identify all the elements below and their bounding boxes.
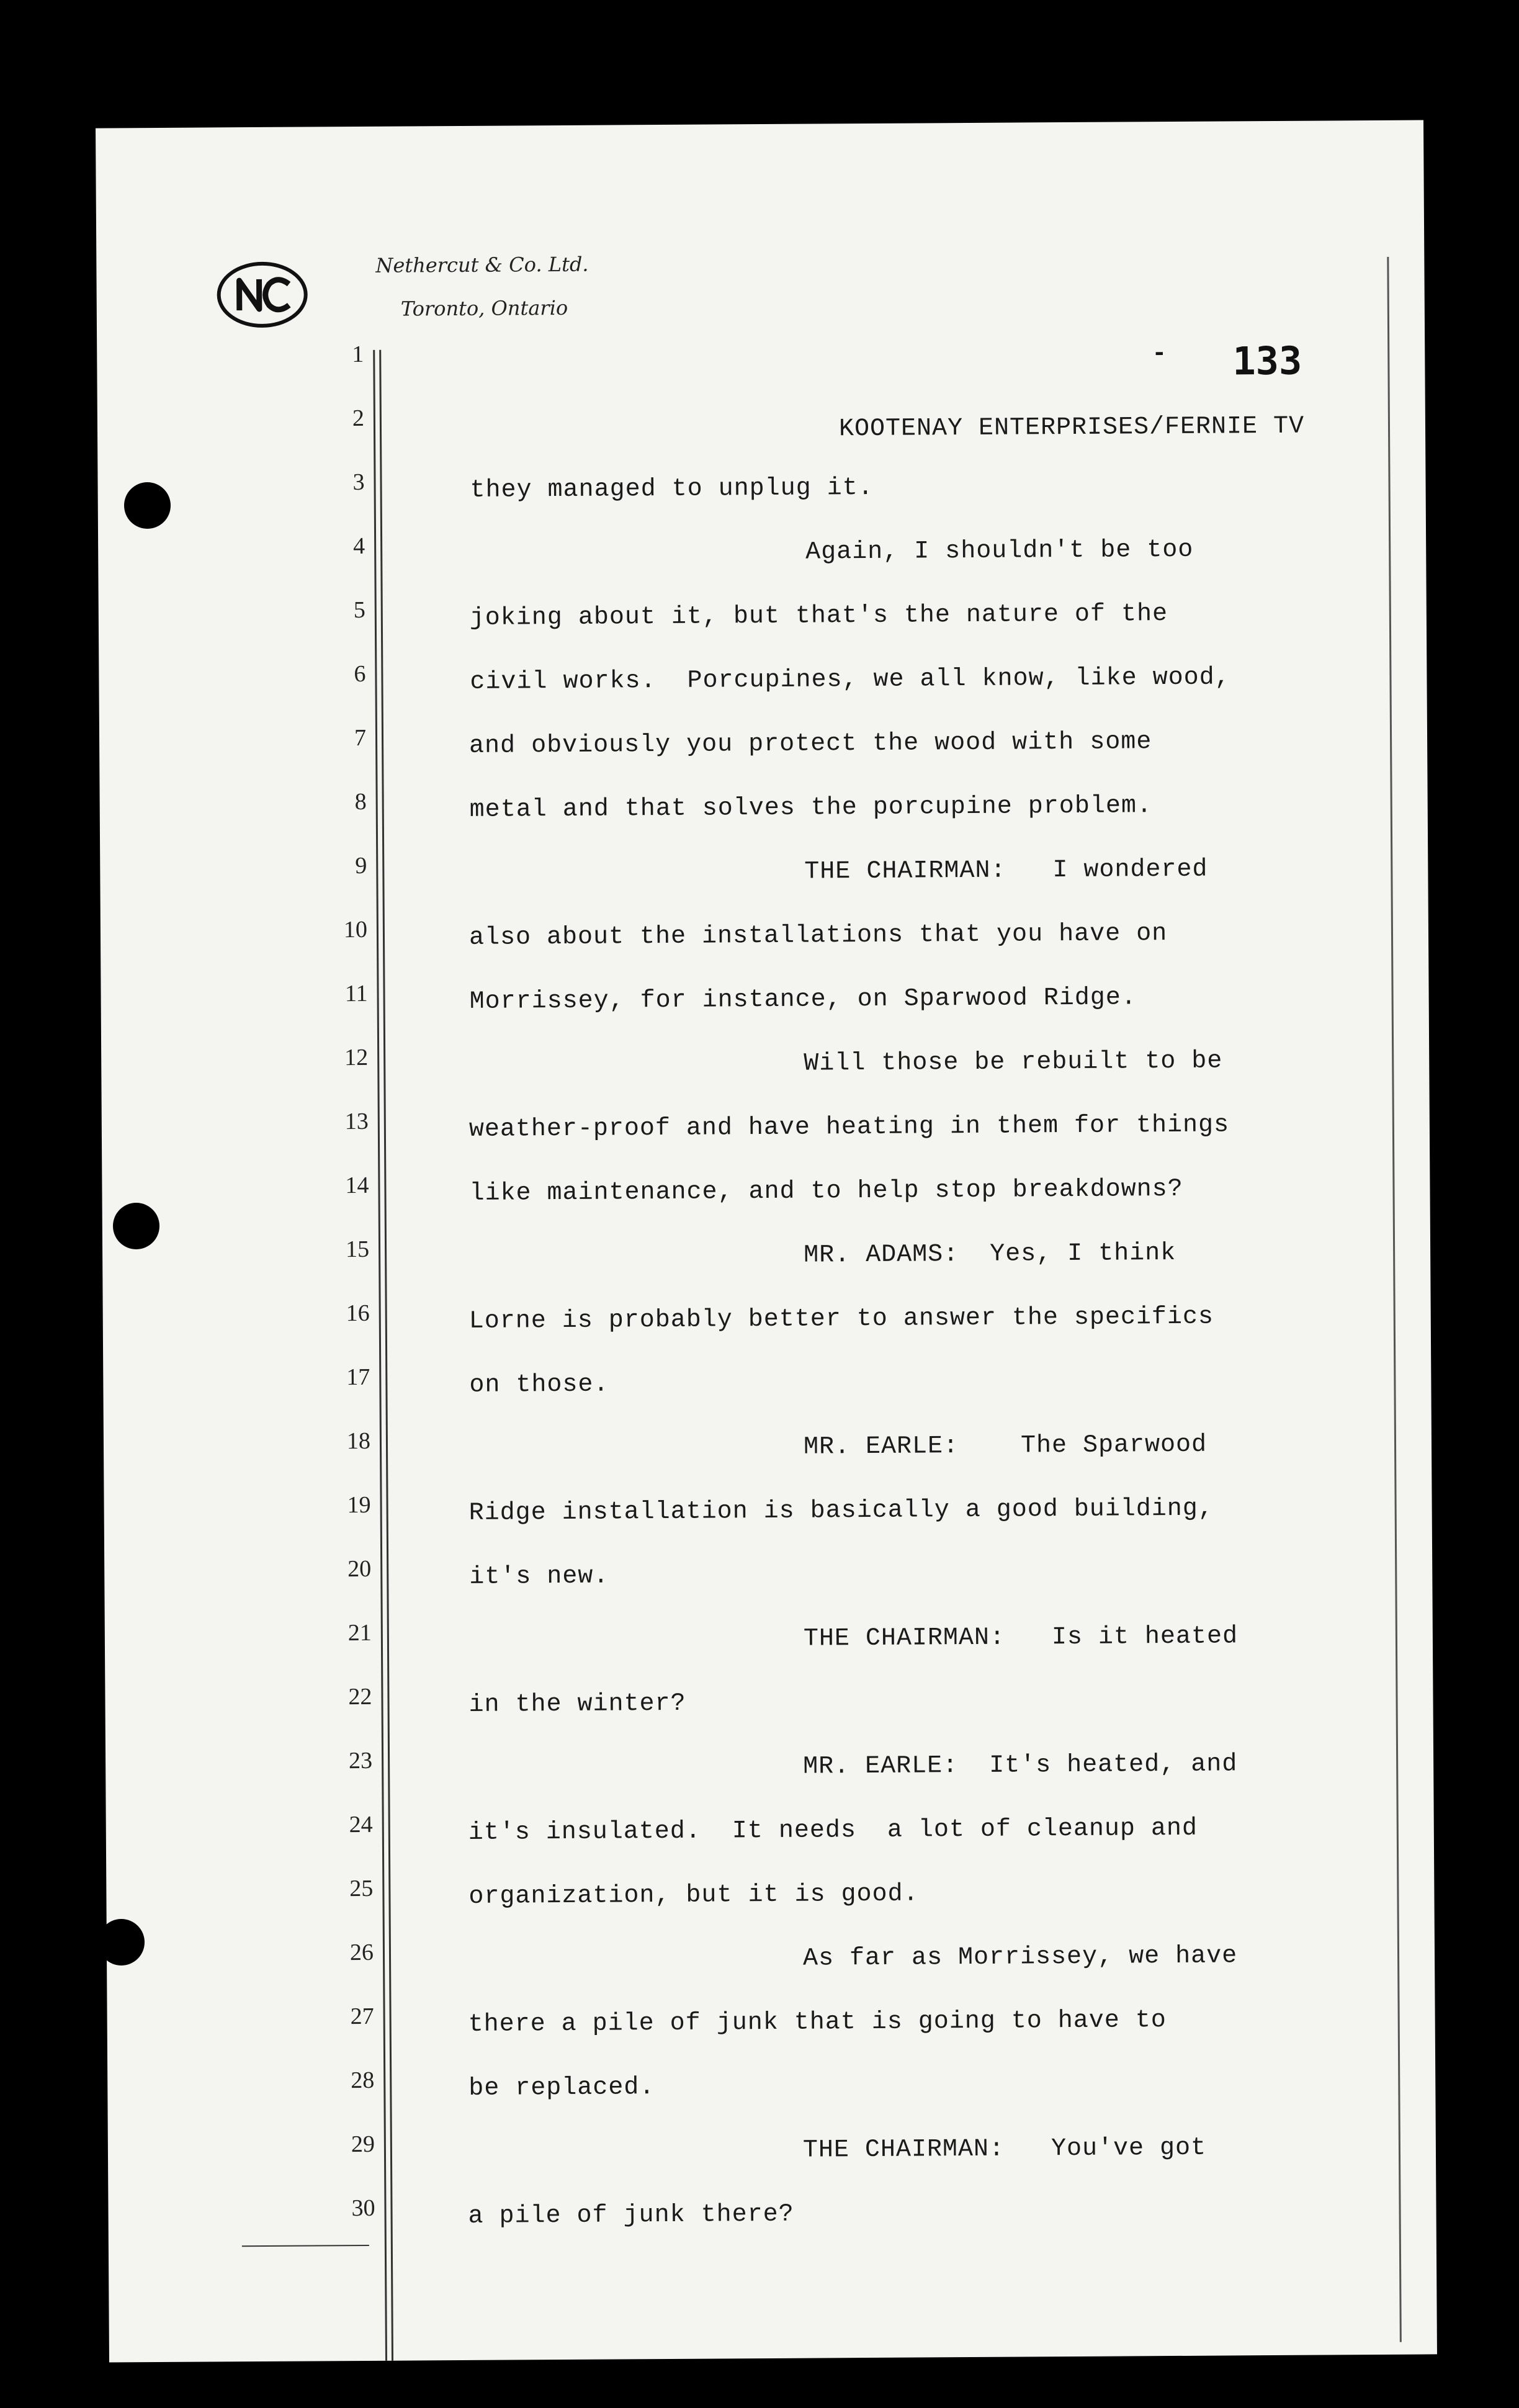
nc-logo-icon — [215, 260, 309, 329]
margin-rule-right — [379, 350, 393, 2361]
line-number: 21 — [347, 1619, 372, 1647]
firm-city: Toronto, Ontario — [400, 295, 568, 321]
speaker-line: MR. ADAMS: Yes, I think — [804, 1239, 1176, 1270]
speaker-line: THE CHAIRMAN: You've got — [802, 2134, 1207, 2165]
transcript-line: like maintenance, and to help stop breakdowns? — [469, 1175, 1183, 1208]
page-mark: - — [1152, 340, 1167, 369]
line-number: 6 — [354, 660, 366, 688]
page-number: 133 — [1232, 338, 1302, 384]
transcript-line: be replaced. — [468, 2073, 655, 2103]
line-number: 14 — [345, 1172, 369, 1199]
speaker-line: THE CHAIRMAN: Is it heated — [803, 1622, 1239, 1653]
line-number: 4 — [353, 532, 365, 560]
line-number: 3 — [352, 469, 365, 496]
speaker-line: THE CHAIRMAN: I wondered — [804, 855, 1208, 886]
line-number: 27 — [350, 2003, 374, 2030]
transcript-line: it's new. — [469, 1562, 609, 1591]
transcript-line: As far as Morrissey, we have — [802, 1942, 1238, 1973]
punch-hole — [98, 1919, 145, 1965]
speaker-line: MR. EARLE: It's heated, and — [803, 1750, 1238, 1781]
line-number: 20 — [347, 1555, 372, 1583]
punch-hole — [113, 1203, 159, 1249]
line-number: 22 — [348, 1683, 372, 1710]
transcript-line: Lorne is probably better to answer the specifics — [468, 1303, 1214, 1336]
line-number: 11 — [344, 980, 368, 1007]
transcript-line: organization, but it is good. — [468, 1880, 919, 1911]
line-number: 29 — [351, 2131, 375, 2158]
line-number: 17 — [346, 1363, 370, 1391]
transcript-line: weather-proof and have heating in them for things — [468, 1111, 1230, 1144]
transcript-line: they managed to unplug it. — [470, 474, 874, 505]
transcript-line: there a pile of junk that is going to have to — [468, 2006, 1167, 2039]
line-number: 1 — [352, 341, 364, 368]
footer-rule — [242, 2245, 369, 2247]
transcript-line: on those. — [469, 1370, 609, 1399]
line-number: 30 — [351, 2195, 375, 2222]
transcript-line: and obviously you protect the wood with some — [468, 728, 1152, 760]
transcript-line: Ridge installation is basically a good building, — [468, 1494, 1214, 1527]
speaker-line: MR. EARLE: The Sparwood — [803, 1431, 1208, 1462]
transcript-line: Will those be rebuilt to be — [804, 1047, 1223, 1078]
line-number: 13 — [344, 1108, 369, 1135]
transcript-line: metal and that solves the porcupine problem. — [469, 792, 1153, 824]
transcript-line: also about the installations that you have on — [468, 920, 1168, 952]
line-number: 2 — [352, 405, 365, 432]
line-number: 16 — [346, 1300, 370, 1327]
running-header: KOOTENAY ENTERPRISES/FERNIE TV — [838, 412, 1305, 444]
line-number: 19 — [347, 1491, 371, 1519]
line-number: 8 — [354, 788, 367, 815]
firm-name: Nethercut & Co. Ltd. — [375, 252, 589, 277]
line-number: 24 — [349, 1811, 373, 1838]
transcript-line: joking about it, but that's the nature of the — [469, 600, 1168, 632]
punch-hole — [124, 482, 171, 529]
line-number: 10 — [343, 916, 368, 943]
line-number: 9 — [355, 852, 367, 879]
transcript-line: civil works. Porcupines, we all know, like wood, — [470, 663, 1230, 696]
line-number: 18 — [346, 1427, 371, 1455]
transcript-line: Again, I shouldn't be too — [805, 536, 1194, 567]
line-number: 25 — [349, 1875, 374, 1902]
transcript-page — [96, 120, 1437, 2362]
line-number: 7 — [354, 724, 367, 752]
line-number: 26 — [349, 1939, 374, 1966]
line-number: 28 — [351, 2067, 375, 2094]
line-number: 5 — [353, 596, 365, 624]
transcript-line: a pile of junk there? — [468, 2200, 794, 2231]
line-number: 15 — [345, 1236, 370, 1263]
right-margin-rule — [1387, 257, 1402, 2342]
line-number: 23 — [348, 1747, 373, 1774]
transcript-line: it's insulated. It needs a lot of cleanup and — [468, 1814, 1198, 1847]
transcript-line: in the winter? — [468, 1689, 686, 1719]
line-number: 12 — [344, 1044, 369, 1071]
transcript-line: Morrissey, for instance, on Sparwood Ridge. — [469, 984, 1137, 1016]
